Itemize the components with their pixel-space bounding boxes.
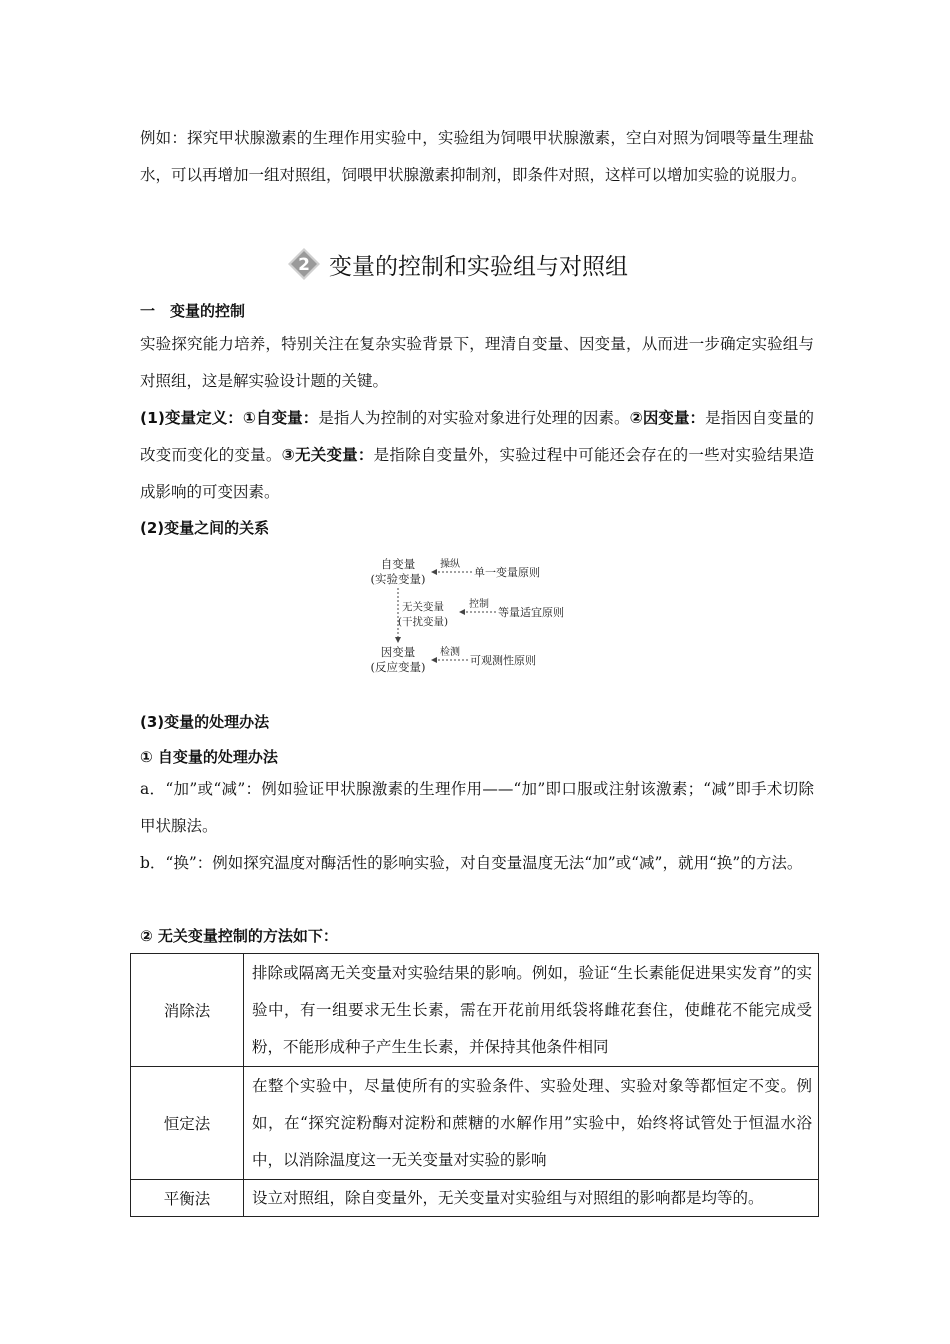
extraneous-control-table — [130, 953, 819, 1217]
definition-label: (1)变量定义： — [140, 409, 243, 427]
method-name: 平衡法 — [131, 1180, 244, 1217]
independent-term: ①自变量： — [242, 409, 319, 427]
single-variable-principle: 单一变量原则 — [474, 566, 540, 579]
manipulate-label: 操纵 — [440, 559, 460, 570]
method-description: 排除或隔离无关变量对实验结果的影响。例如，验证“生长素能促进果实发育”的实验中，有一组要求无生长素，需在开花前用纸袋将雌花套住，使雌花不能完成受粉，不能形成种子产生生长素，并保持其他条件相同 — [244, 954, 819, 1067]
dependent-definition: 是指因自变量的改变而变化的变量。 — [140, 409, 814, 464]
equal-suitable-principle: 等量适宜原则 — [498, 606, 564, 619]
method-description: 设立对照组，除自变量外，无关变量对实验组与对照组的影响都是均等的。 — [244, 1180, 819, 1217]
independent-node: 自变量 — [380, 557, 416, 571]
detect-label: 检测 — [440, 647, 460, 658]
extraneous-control-heading: ② 无关变量控制的方法如下： — [140, 927, 338, 945]
table-row — [131, 1180, 819, 1217]
definition-paragraph — [140, 400, 814, 511]
handling-heading: (3)变量的处理办法 — [140, 713, 270, 731]
method-name: 恒定法 — [131, 1067, 244, 1180]
extraneous-term: ③无关变量： — [281, 446, 374, 464]
independent-alias: (实验变量) — [370, 572, 426, 586]
section-number: 2 — [298, 255, 310, 275]
dependent-alias: (反应变量) — [370, 660, 426, 674]
replace-method: b．“换”：例如探究温度对酶活性的影响实验，对自变量温度无法“加”或“减”，就用“换”的方法。 — [140, 854, 803, 872]
add-subtract-method: a．“加”或“减”：例如验证甲状腺激素的生理作用——“加”即口服或注射该激素；“减”即手术切除甲状腺法。 — [140, 780, 814, 835]
section-title — [287, 242, 628, 286]
extraneous-alias: (干扰变量) — [397, 616, 449, 628]
section-number-badge-icon — [287, 247, 321, 281]
dependent-term: ②因变量： — [629, 409, 706, 427]
table-row — [131, 954, 819, 1067]
intro-paragraph: 例如：探究甲状腺激素的生理作用实验中，实验组为饲喂甲状腺激素，空白对照为饲喂等量生理盐水，可以再增加一组对照组，饲喂甲状腺激素抑制剂，即条件对照，这样可以增加实验的说服力。 — [140, 129, 814, 184]
subsection-heading: 一 变量的控制 — [140, 302, 246, 320]
variable-relation-diagram — [360, 552, 600, 682]
method-name: 消除法 — [131, 954, 244, 1067]
section-heading: 变量的控制和实验组与对照组 — [329, 253, 628, 280]
method-description: 在整个实验中，尽量使所有的实验条件、实验处理、实验对象等都恒定不变。例如，在“探究淀粉酶对淀粉和蔗糖的水解作用”实验中，始终将试管处于恒温水浴中，以消除温度这一无关变量对实验的影响 — [244, 1067, 819, 1180]
extraneous-node: 无关变量 — [402, 601, 444, 613]
extraneous-definition: 是指除自变量外，实验过程中可能还会存在的一些对实验结果造成影响的可变因素。 — [140, 446, 814, 501]
observable-principle: 可观测性原则 — [470, 654, 536, 667]
dependent-node: 因变量 — [380, 645, 416, 659]
relation-heading: (2)变量之间的关系 — [140, 519, 270, 537]
subsection-intro: 实验探究能力培养，特别关注在复杂实验背景下，理清自变量、因变量，从而进一步确定实验组与对照组，这是解实验设计题的关键。 — [140, 335, 814, 390]
table-row — [131, 1067, 819, 1180]
independent-handling-heading: ① 自变量的处理办法 — [140, 748, 278, 766]
independent-definition: 是指人为控制的对实验对象进行处理的因素。 — [318, 409, 630, 427]
control-label: 控制 — [469, 599, 489, 610]
